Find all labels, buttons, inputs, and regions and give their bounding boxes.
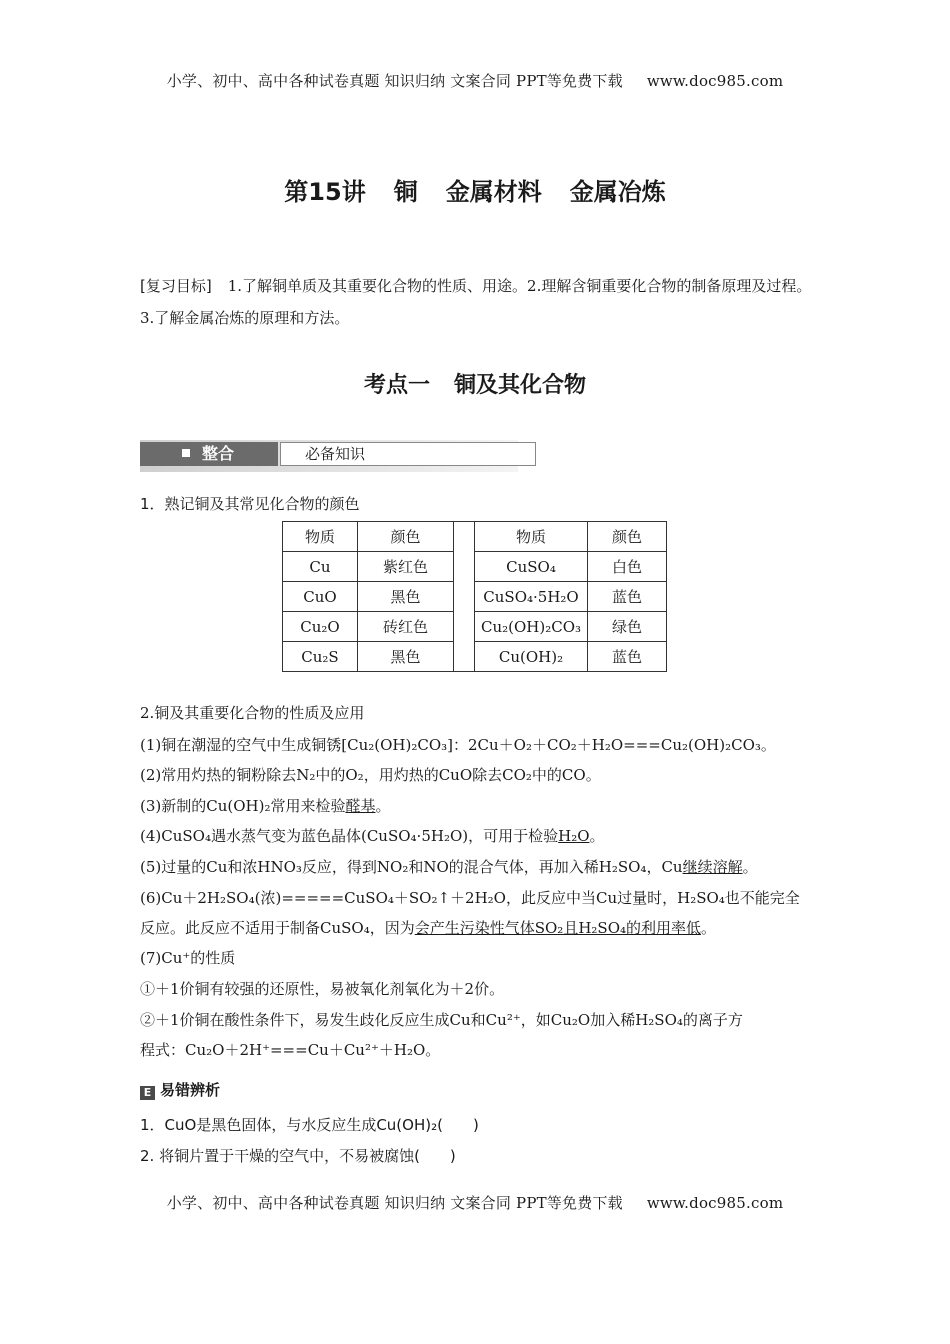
table-row: CuO 黑色 CuSO₄·5H₂O 蓝色 [283, 582, 667, 612]
table-header: 颜色 [588, 522, 667, 552]
error-analysis-heading: E 易错辨析 [140, 1079, 220, 1100]
question-1: 1．CuO是黑色固体，与水反应生成Cu(OH)₂( ) [140, 1116, 479, 1134]
item-7b-cont: 程式：Cu₂O＋2H⁺===Cu＋Cu²⁺＋H₂O。 [140, 1041, 441, 1059]
section-title: 考点一 铜及其化合物 [363, 373, 587, 398]
item-3: (3)新制的Cu(OH)₂常用来检验醛基。 [140, 797, 391, 815]
page-header: 小学、初中、高中各种试卷真题 知识归纳 文案合同 PPT等免费下载 www.doc985.com [166, 72, 784, 90]
table-header: 物质 [283, 522, 358, 552]
item-4: (4)CuSO₄遇水蒸气变为蓝色晶体(CuSO₄·5H₂O)，可用于检验H₂O。 [140, 827, 605, 845]
heading-colors: 1．熟记铜及其常见化合物的颜色 [140, 495, 360, 513]
item-6-cont: 反应。此反应不适用于制备CuSO₄，因为会产生污染性气体SO₂且H₂SO₄的利用率低。 [140, 919, 717, 937]
square-icon [182, 449, 190, 457]
item-2: (2)常用灼热的铜粉除去N₂中的O₂，用灼热的CuO除去CO₂中的CO。 [140, 766, 601, 784]
table-header: 物质 [475, 522, 588, 552]
item-5: (5)过量的Cu和浓HNO₃反应，得到NO₂和NO的混合气体，再加入稀H₂SO₄，Cu继续溶解。 [140, 858, 758, 876]
page-footer: 小学、初中、高中各种试卷真题 知识归纳 文案合同 PPT等免费下载 www.doc985.com [166, 1194, 784, 1212]
table-row: Cu 紫红色 CuSO₄ 白色 [283, 552, 667, 582]
banner-integrate: 整合 [140, 442, 278, 466]
color-table [282, 521, 667, 672]
section-banner [140, 440, 518, 472]
table-row: Cu₂S 黑色 Cu(OH)₂ 蓝色 [283, 642, 667, 672]
item-7a: ①＋1价铜有较强的还原性，易被氧化剂氧化为＋2价。 [140, 980, 505, 998]
heading-properties: 2.铜及其重要化合物的性质及应用 [140, 704, 365, 722]
page-title: 第15讲 铜 金属材料 金属冶炼 [284, 178, 666, 206]
table-row: Cu₂O 砖红色 Cu₂(OH)₂CO₃ 绿色 [283, 612, 667, 642]
item-7b: ②＋1价铜在酸性条件下，易发生歧化反应生成Cu和Cu²⁺，如Cu₂O加入稀H₂SO₄的离子方 [140, 1011, 743, 1029]
question-2: 2. 将铜片置于干燥的空气中，不易被腐蚀( ) [140, 1147, 456, 1165]
item-7: (7)Cu⁺的性质 [140, 949, 236, 967]
banner-knowledge: 必备知识 [280, 442, 536, 466]
item-1: (1)铜在潮湿的空气中生成铜锈[Cu₂(OH)₂CO₃]：2Cu＋O₂＋CO₂＋H₂O===Cu₂(OH)₂CO₃。 [140, 736, 776, 754]
table-header: 颜色 [358, 522, 454, 552]
review-goals: [复习目标] 1.了解铜单质及其重要化合物的性质、用途。2.理解含铜重要化合物的制备原理及过程。3.了解金属冶炼的原理和方法。 [140, 277, 812, 327]
item-6: (6)Cu＋2H₂SO₄(浓)=====CuSO₄＋SO₂↑＋2H₂O，此反应中当Cu过量时，H₂SO₄也不能完全 [140, 889, 800, 907]
e-icon: E [140, 1086, 155, 1100]
